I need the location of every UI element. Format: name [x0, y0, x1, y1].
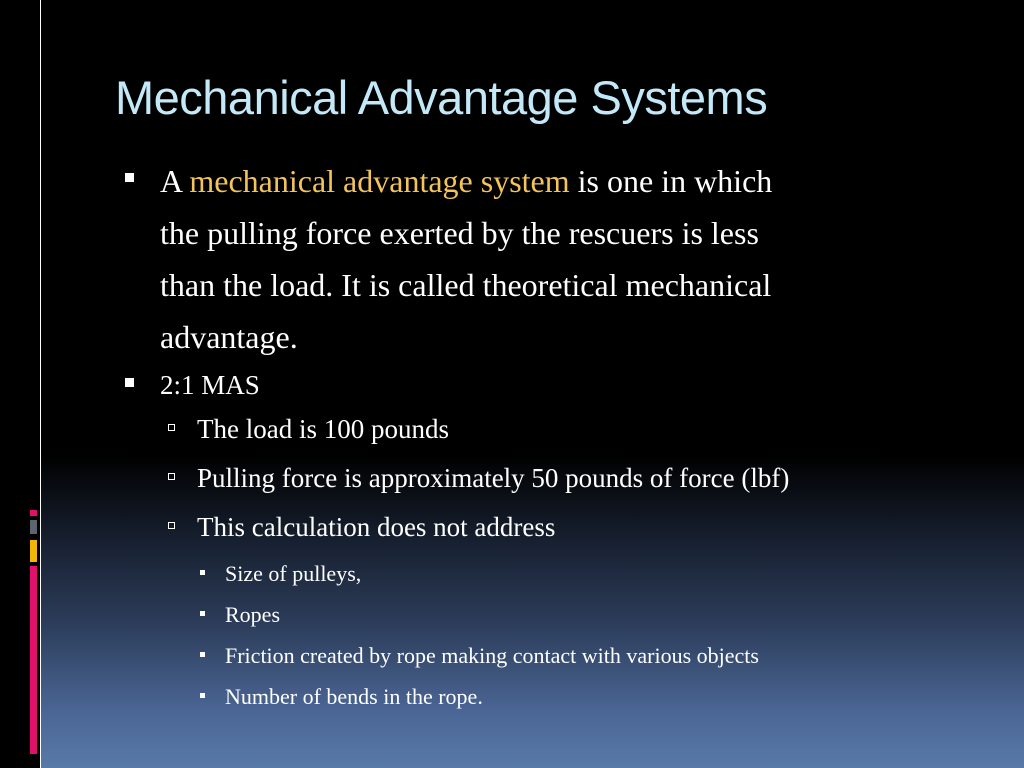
square-bullet-icon	[125, 378, 134, 387]
accent-stripe-pink-long	[30, 566, 37, 754]
subitem-calculation	[125, 503, 945, 552]
subsubitem-text: Friction created by rope making contact with various objects	[225, 643, 759, 668]
left-decorative-bar	[0, 0, 41, 768]
subsubitem-ropes	[125, 594, 945, 635]
bullet-label: 2:1 MAS	[160, 370, 260, 400]
slide-body	[125, 155, 945, 717]
definition-line-2: the pulling force exerted by the rescuers is less	[160, 215, 759, 251]
small-square-bullet-icon	[200, 693, 205, 698]
subitem-text: This calculation does not address	[197, 512, 556, 542]
hollow-square-bullet-icon	[168, 522, 175, 529]
definition-prefix: A	[160, 163, 190, 199]
subsubitem-text: Size of pulleys,	[225, 561, 362, 586]
bullet-2-1-mas	[125, 365, 945, 405]
subsubitem-text: Number of bends in the rope.	[225, 684, 483, 709]
subitem-load	[125, 405, 945, 454]
definition-line-4: advantage.	[160, 319, 298, 355]
accent-stripe-gold	[30, 540, 37, 562]
definition-line-3: than the load. It is called theoretical mechanical	[160, 267, 772, 303]
subsubitem-friction	[125, 635, 945, 676]
subitem-pulling-force	[125, 454, 945, 503]
bullet-definition	[125, 155, 945, 363]
accent-stripe-pink-small	[30, 510, 37, 516]
small-square-bullet-icon	[200, 570, 205, 575]
accent-stripe-gray	[30, 520, 37, 534]
subitem-text: Pulling force is approximately 50 pounds of force (lbf)	[197, 463, 790, 493]
subsubitem-pulleys	[125, 553, 945, 594]
hollow-square-bullet-icon	[168, 424, 175, 431]
small-square-bullet-icon	[200, 611, 205, 616]
subsubitem-bends	[125, 676, 945, 717]
hollow-square-bullet-icon	[168, 473, 175, 480]
small-square-bullet-icon	[200, 652, 205, 657]
subsubitem-text: Ropes	[225, 602, 280, 627]
slide-title: Mechanical Advantage Systems	[115, 71, 768, 124]
definition-highlight: mechanical advantage system	[189, 163, 570, 199]
subitem-text: The load is 100 pounds	[197, 414, 449, 444]
definition-line-1: is one in which	[569, 163, 773, 199]
square-bullet-icon	[125, 173, 134, 182]
